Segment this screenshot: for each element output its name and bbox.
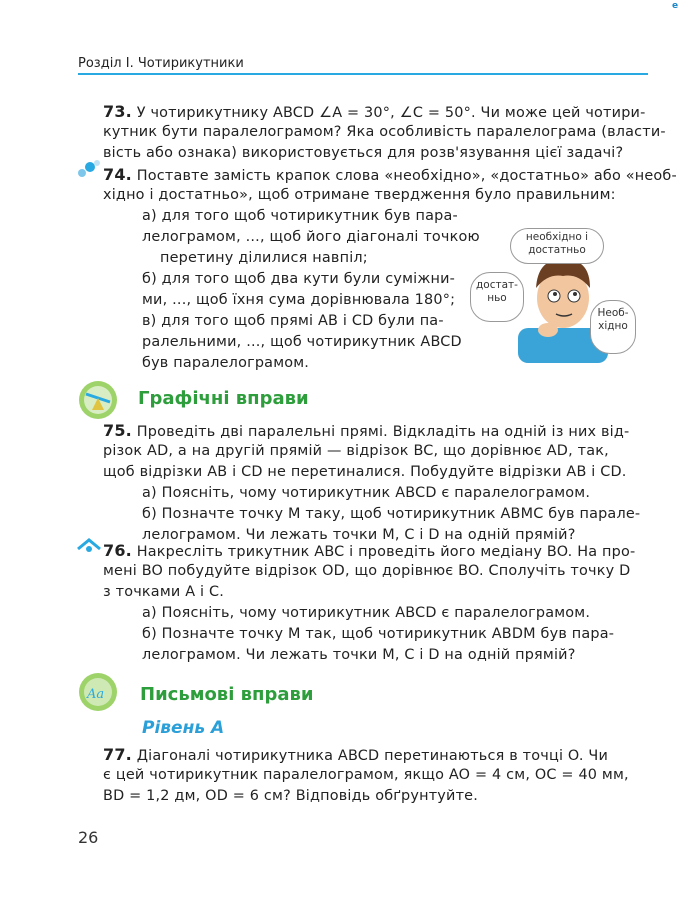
problem-74-item-line: перетину ділилися навпіл; [160,250,368,266]
problem-76-line-1: 76. Накресліть трикутник ABC і проведіть його медіану BO. На про- [103,541,636,560]
problem-74-item-line: лелограмом, ..., щоб його діагоналі точкою [142,229,480,245]
problem-73-line-1: 73. У чотирикутнику ABCD ∠A = 30°, ∠C = 50°. Чи може цей чотири- [103,102,646,121]
problem-76-line-3: з точками A і C. [103,584,225,600]
level-heading: Рівень А [142,718,225,738]
problem-76-item-line: а) Поясніть, чому чотирикутник ABCD є паралелограмом. [142,605,591,621]
publisher-logo: e [672,1,679,11]
problem-77-line-1: 77. Діагоналі чотирикутника ABCD перетинаються в точці O. Чи [103,745,609,764]
problem-74-item-line: ми, ..., щоб їхня сума дорівнювала 180°; [142,292,456,308]
problem-number: 75. [103,421,132,440]
problem-77-line-2: є цей чотирикутник паралелограмом, якщо AO = 4 см, OC = 40 мм, [103,767,629,783]
problem-number: 77. [103,745,132,764]
problem-75-item-line: лелограмом. Чи лежать точки M, C і D на одній прямій? [142,527,576,543]
written-exercises-icon [78,672,118,712]
difficulty-marker-icon [76,158,102,180]
problem-76-item-line: б) Позначте точку M так, щоб чотирикутник ABDM був пара- [142,626,615,642]
problem-74-item-line: б) для того щоб два кути були суміжни- [142,271,456,287]
section-title-written: Письмові вправи [140,684,314,705]
problem-75-line-3: щоб відрізки AB і CD не перетиналися. Побудуйте відрізки AB і CD. [103,464,627,480]
problem-number: 73. [103,102,132,121]
problem-number: 74. [103,165,132,184]
problem-number: 76. [103,541,132,560]
problem-74-item-line: ралельними, ..., щоб чотирикутник ABCD [142,334,462,350]
problem-75-item-line: а) Поясніть, чому чотирикутник ABCD є паралелограмом. [142,485,591,501]
section-header: Розділ I. Чотирикутники [78,56,244,71]
problem-74-line-2: хідно і достатньо», щоб отримане твердження було правильним: [103,187,616,203]
problem-74-item-line: був паралелограмом. [142,355,310,371]
problem-75-item-line: б) Позначте точку M таку, щоб чотирикутник ABMC був парале- [142,506,641,522]
header-divider [78,73,648,75]
problem-73-line-3: вість або ознака) використовується для розв'язування цієї задачі? [103,145,624,161]
problem-76-item-line: лелограмом. Чи лежать точки M, C і D на одній прямій? [142,647,576,663]
section-title-graphic: Графічні вправи [138,388,309,409]
problem-76-line-2: мені BO побудуйте відрізок OD, що дорівнює BO. Сполучіть точку D [103,563,631,579]
thought-bubble-right: Необ-хідно [590,300,636,354]
thought-bubble-left: достат-ньо [470,272,524,322]
svg-text:Aa: Aa [87,687,105,702]
difficulty-marker-icon [76,537,102,553]
page-number: 26 [78,828,99,847]
problem-77-line-3: BD = 1,2 дм, OD = 6 см? Відповідь обґрунтуйте. [103,788,478,804]
problem-73-line-2: кутник бути паралелограмом? Яка особливість паралелограма (власти- [103,124,666,140]
problem-75-line-2: різок AD, а на другій прямій — відрізок BC, що дорівнює AD, так, [103,443,609,459]
thought-bubble-top: необхідно і достатньо [510,228,604,264]
problem-74-item-line: а) для того щоб чотирикутник був пара- [142,208,458,224]
problem-74-item-line: в) для того щоб прямі AB і CD були па- [142,313,444,329]
problem-74-line-1: 74. Поставте замість крапок слова «необхідно», «достатньо» або «необ- [103,165,677,184]
graphic-exercises-icon [78,380,118,420]
problem-75-line-1: 75. Проведіть дві паралельні прямі. Відкладіть на одній із них від- [103,421,630,440]
